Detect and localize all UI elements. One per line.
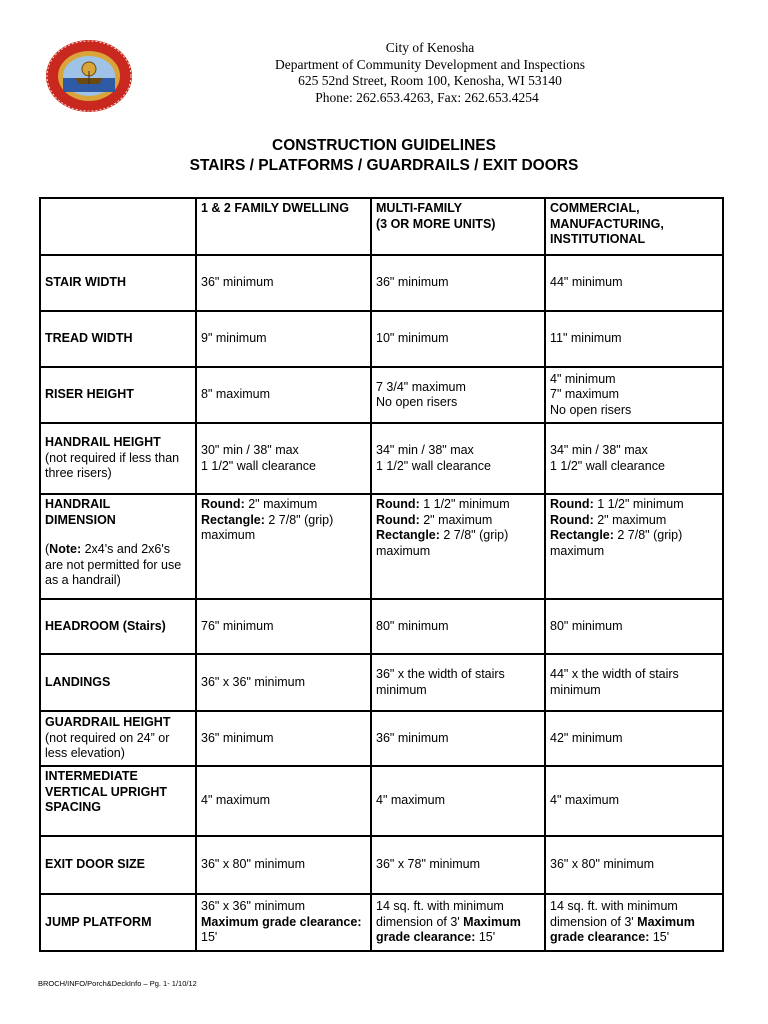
footer-document-id: BROCH/INFO/Porch&DeckInfo – Pg. 1- 1/10/12 — [38, 979, 197, 988]
table-cell: 11" minimum — [545, 311, 723, 367]
table-row — [40, 654, 723, 711]
department-name: Department of Community Development and Inspections — [274, 56, 586, 72]
table-cell: 14 sq. ft. with minimum dimension of 3' Maximum grade clearance: 15' — [371, 894, 545, 951]
row-label-upright-spacing: INTERMEDIATE VERTICAL UPRIGHT SPACING — [40, 766, 196, 836]
table-cell: 36" x 36" minimum — [196, 654, 371, 711]
row-note: (not required if less than three risers) — [45, 450, 180, 481]
table-cell: 4" minimum 7" maximum No open risers — [545, 367, 723, 423]
table-row — [40, 494, 723, 599]
table-cell: 36" minimum — [371, 255, 545, 311]
row-note: (not required on 24” or less elevation) — [45, 730, 170, 761]
table-cell: 34" min / 38" max 1 1/2" wall clearance — [371, 423, 545, 494]
column-header-1-2-family: 1 & 2 FAMILY DWELLING — [196, 198, 371, 255]
row-label-jump-platform: JUMP PLATFORM — [40, 894, 196, 951]
row-label-headroom: HEADROOM (Stairs) — [40, 599, 196, 654]
column-header-multi-family: MULTI-FAMILY (3 OR MORE UNITS) — [371, 198, 545, 255]
table-cell: 14 sq. ft. with minimum dimension of 3' Maximum grade clearance: 15' — [545, 894, 723, 951]
row-label-landings: LANDINGS — [40, 654, 196, 711]
table-cell: Round: 2" maximum Rectangle: 2 7/8" (grip) maximum — [196, 494, 371, 599]
table-cell: 44" x the width of stairs minimum — [545, 654, 723, 711]
table-cell: 36" x the width of stairs minimum — [371, 654, 545, 711]
row-label-handrail-dimension: HANDRAIL DIMENSION (Note: 2x4's and 2x6's are not permitted for use as a handrail) — [40, 494, 196, 599]
title-line-1: CONSTRUCTION GUIDELINES — [272, 137, 496, 154]
table-cell: 8" maximum — [196, 367, 371, 423]
row-label-handrail-height: HANDRAIL HEIGHT (not required if less than three risers) — [40, 423, 196, 494]
table-row — [40, 423, 723, 494]
row-label-riser-height: RISER HEIGHT — [40, 367, 196, 423]
table-header-row — [40, 198, 723, 255]
table-cell: 44" minimum — [545, 255, 723, 311]
address: 625 52nd Street, Room 100, Kenosha, WI 53140 — [298, 73, 562, 88]
table-cell: 36" x 78" minimum — [371, 836, 545, 894]
table-row — [40, 599, 723, 654]
table-cell: 36" minimum — [196, 255, 371, 311]
table-row — [40, 894, 723, 951]
city-name: City of Kenosha — [385, 40, 475, 55]
document-title — [0, 136, 768, 176]
guidelines-table — [39, 197, 724, 952]
table-cell: Round: 1 1/2" minimum Round: 2" maximum Rectangle: 2 7/8" (grip) maximum — [371, 494, 545, 599]
table-cell: 4" maximum — [196, 766, 371, 836]
table-cell: 4" maximum — [371, 766, 545, 836]
row-label-tread-width: TREAD WIDTH — [40, 311, 196, 367]
table-row — [40, 836, 723, 894]
phone-fax: Phone: 262.653.4263, Fax: 262.653.4254 — [315, 89, 539, 105]
title-line-2: STAIRS / PLATFORMS / GUARDRAILS / EXIT DOORS — [189, 157, 579, 174]
table-row — [40, 766, 723, 836]
city-seal-logo — [44, 38, 134, 114]
row-label-guardrail-height: GUARDRAIL HEIGHT (not required on 24” or less elevation) — [40, 711, 196, 766]
table-cell: 9" minimum — [196, 311, 371, 367]
table-row — [40, 367, 723, 423]
table-cell: 10" minimum — [371, 311, 545, 367]
table-cell: 42" minimum — [545, 711, 723, 766]
table-cell: 7 3/4" maximum No open risers — [371, 367, 545, 423]
table-cell: 36" x 80" minimum — [545, 836, 723, 894]
table-row — [40, 255, 723, 311]
table-cell: 36" x 36" minimum Maximum grade clearance: 15' — [196, 894, 371, 951]
table-cell: 80" minimum — [371, 599, 545, 654]
header-empty-cell — [40, 198, 196, 255]
table-row — [40, 311, 723, 367]
row-note: (Note: 2x4's and 2x6's are not permitted for use as a handrail) — [45, 542, 182, 587]
table-cell: 36" minimum — [371, 711, 545, 766]
table-cell: Round: 1 1/2" minimum Round: 2" maximum Rectangle: 2 7/8" (grip) maximum — [545, 494, 723, 599]
table-cell: 4" maximum — [545, 766, 723, 836]
table-row — [40, 711, 723, 766]
column-header-commercial: COMMERCIAL, MANUFACTURING, INSTITUTIONAL — [545, 198, 723, 255]
table-cell: 34" min / 38" max 1 1/2" wall clearance — [545, 423, 723, 494]
row-label-stair-width: STAIR WIDTH — [40, 255, 196, 311]
table-cell: 80" minimum — [545, 599, 723, 654]
letterhead — [230, 40, 630, 106]
table-cell: 30" min / 38" max 1 1/2" wall clearance — [196, 423, 371, 494]
row-label-exit-door-size: EXIT DOOR SIZE — [40, 836, 196, 894]
table-cell: 36" minimum — [196, 711, 371, 766]
table-cell: 36" x 80" minimum — [196, 836, 371, 894]
table-cell: 76" minimum — [196, 599, 371, 654]
